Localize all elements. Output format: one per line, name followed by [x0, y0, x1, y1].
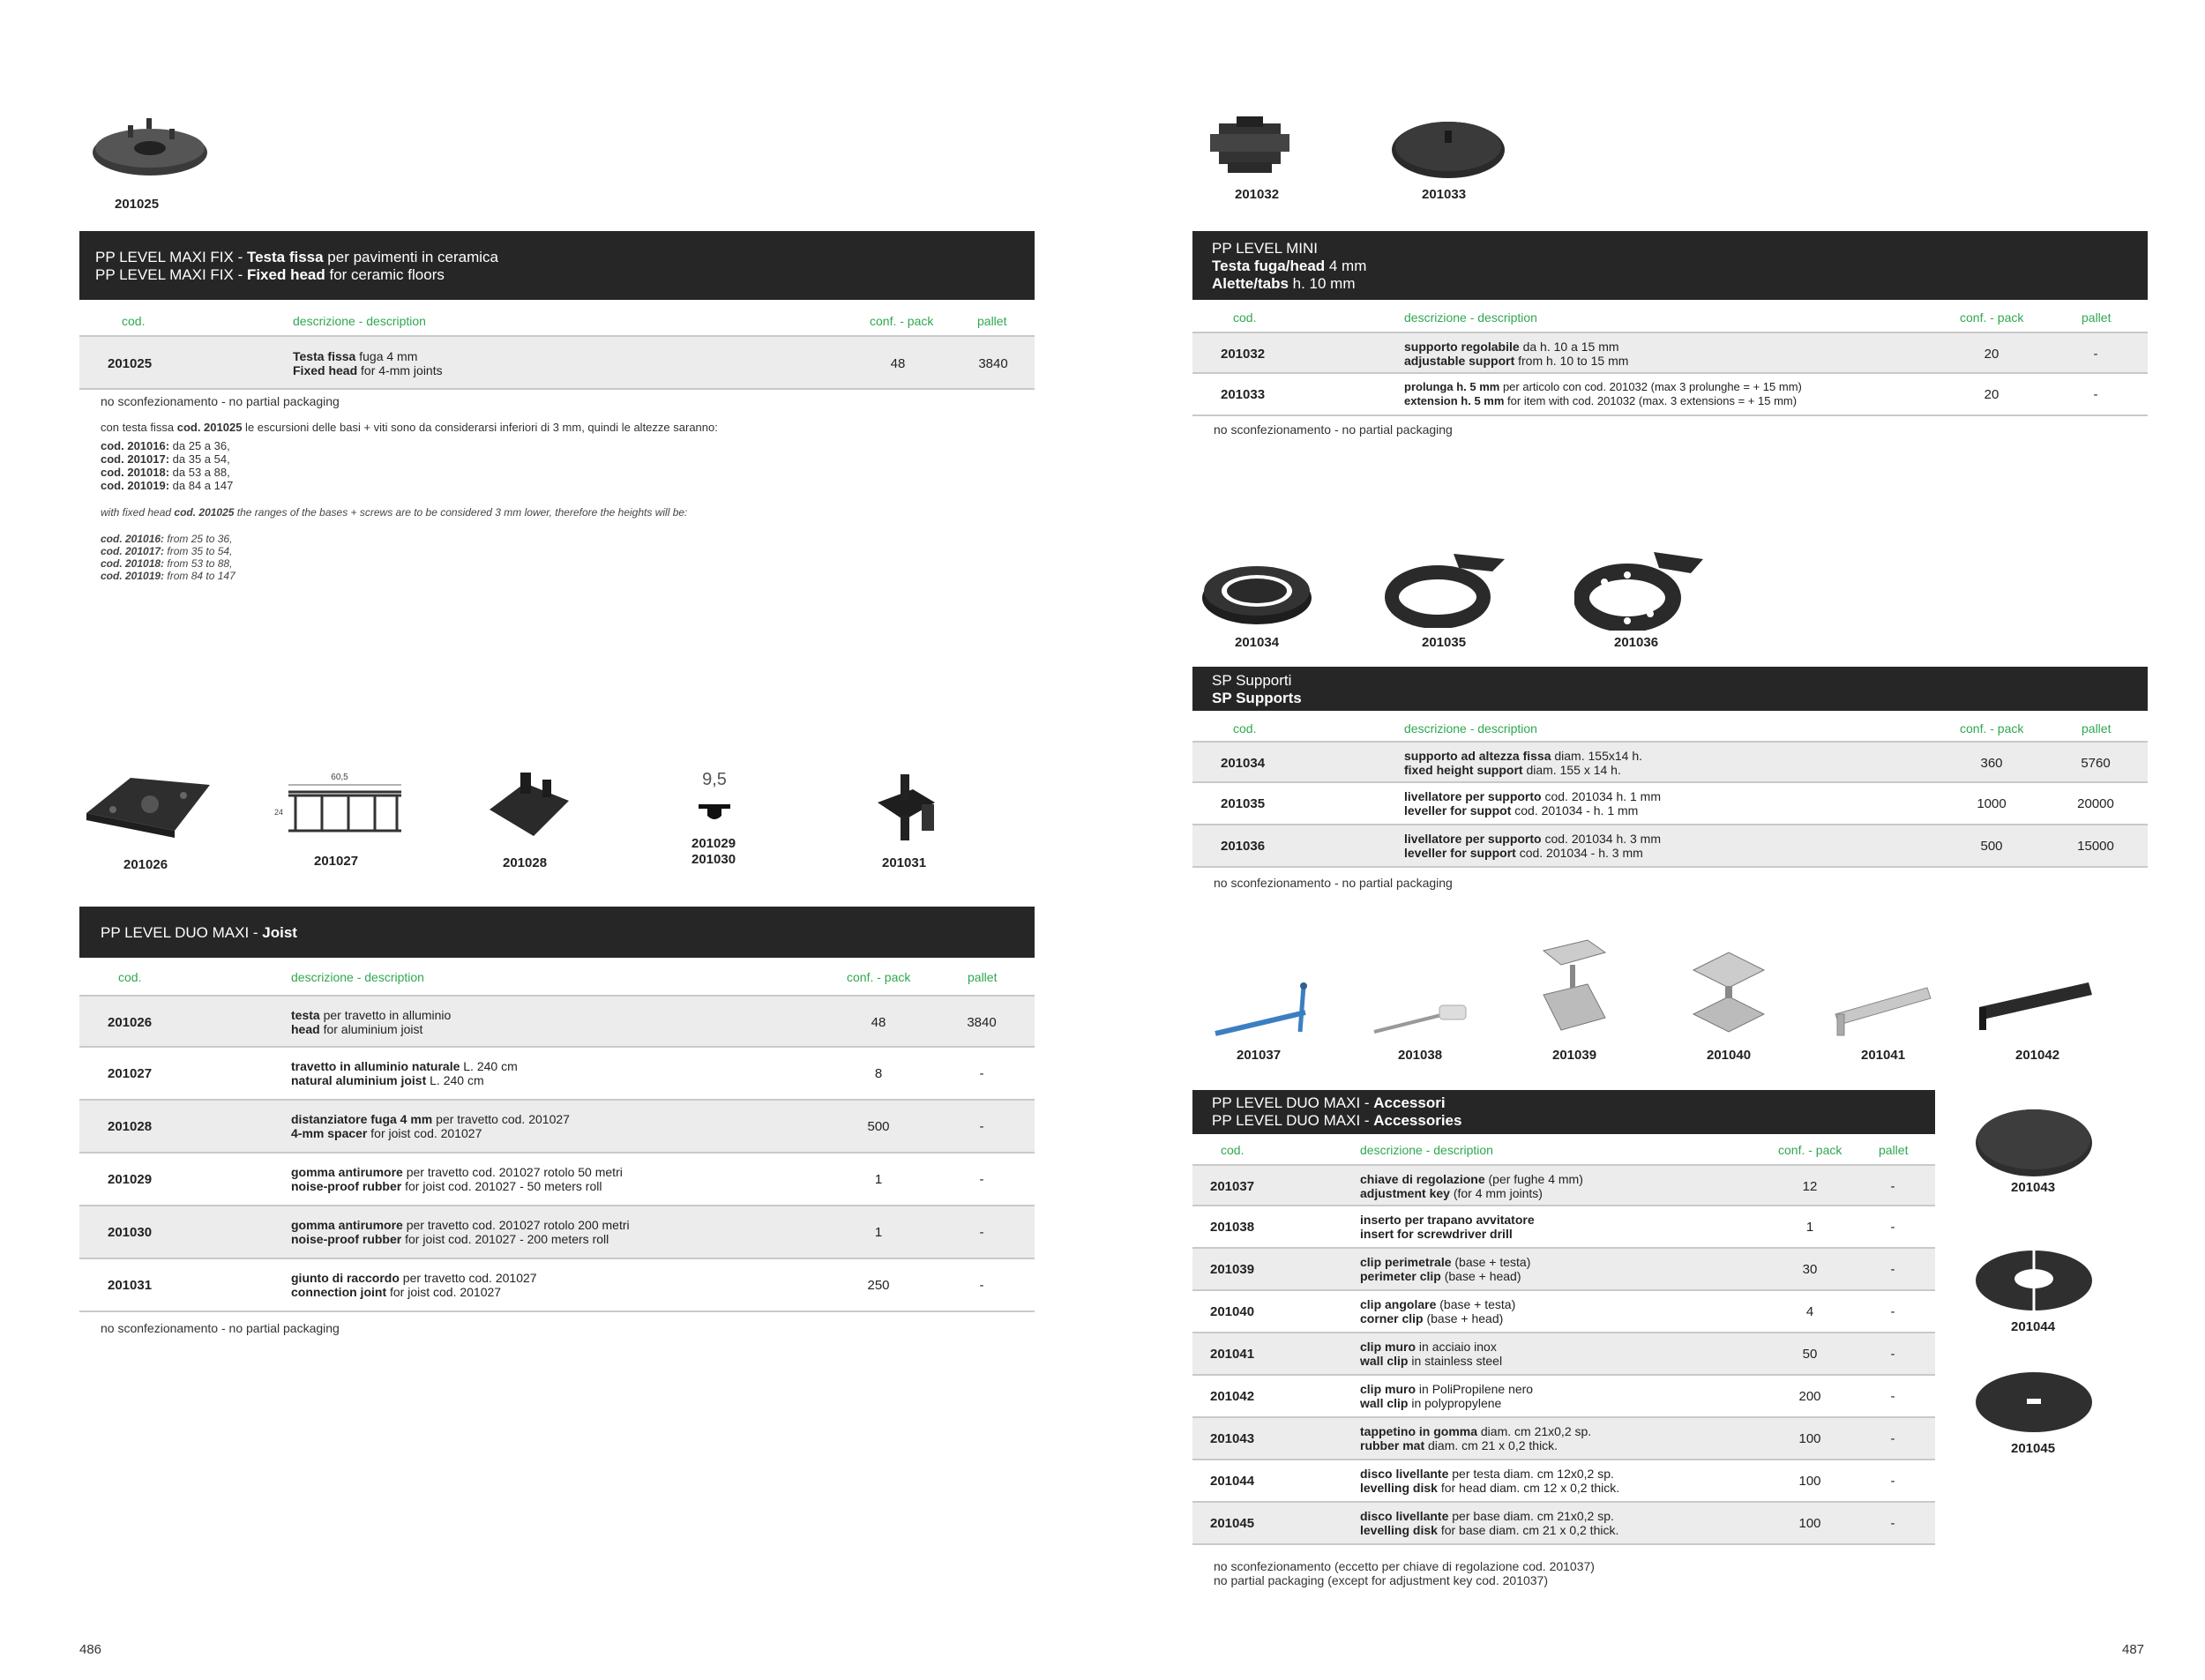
table-row: 201030 gomma antirumore per travetto cod. 201027 rotolo 200 metri noise-proof rubber for joist cod. 201027 - 200 meters roll 1 -: [79, 1206, 1035, 1259]
image-caption-201033: 201033: [1422, 187, 1467, 202]
image-caption-201031: 201031: [882, 855, 927, 870]
profile-width-label: 60,5: [331, 773, 348, 782]
image-caption-201030: 201030: [691, 852, 736, 867]
image-caption-201045: 201045: [2011, 1441, 2056, 1456]
joist-head-image: [78, 769, 219, 840]
table-row: 201032 supporto regolabile da h. 10 a 15 mm adjustable support from h. 10 to 15 mm 20 -: [1192, 332, 2148, 374]
image-caption-201036: 201036: [1614, 635, 1659, 650]
wall-clip-steel-image: [1830, 979, 1936, 1041]
table-row: 201044 disco livellante per testa diam. cm 12x0,2 sp. levelling disk for head diam. cm 12 x 0,2 thick. 100 -: [1192, 1460, 1935, 1503]
page-number-right: 487: [2122, 1642, 2145, 1657]
table-row: 201039 clip perimetrale (base + testa) perimeter clip (base + head) 30 -: [1192, 1249, 1935, 1291]
mini-support-image: [1201, 113, 1298, 183]
image-caption-201042: 201042: [2015, 1048, 2060, 1063]
table-row: 201026 testa per travetto in alluminio head for aluminium joist 48 3840: [79, 995, 1035, 1048]
table-row: 201041 clip muro in acciaio inox wall clip in stainless steel 50 -: [1192, 1333, 1935, 1376]
base-disk-image: [1972, 1367, 2096, 1437]
image-caption-201027: 201027: [314, 854, 359, 869]
duo-maxi-joist-banner: PP LEVEL DUO MAXI - Joist: [79, 907, 1035, 958]
maxi-fix-en-intro: with fixed head cod. 201025 the ranges of the bases + screws are to be considered 3 mm lower, therefore the heights will be:: [101, 506, 688, 519]
joist-profile-image: [269, 769, 410, 840]
maxi-fix-note: no sconfezionamento - no partial packaging: [101, 394, 340, 408]
image-caption-201039: 201039: [1552, 1048, 1597, 1063]
maxi-fix-it-intro: con testa fissa cod. 201025 le escursioni delle basi + viti sono da considerarsi inferiori di 3 mm, quindi le altezze saranno:: [101, 421, 718, 434]
drill-insert-image: [1365, 997, 1471, 1041]
table-row: 201038 inserto per trapano avvitatore insert for screwdriver drill 1 -: [1192, 1206, 1935, 1249]
profile-height-label: 24: [274, 808, 284, 817]
supports-table-header: cod. descrizione - description conf. - pack pallet: [1233, 721, 2112, 735]
table-row: 201043 tappetino in gomma diam. cm 21x0,2 sp. rubber mat diam. cm 21 x 0,2 thick. 100 -: [1192, 1418, 1935, 1460]
image-caption-201037: 201037: [1237, 1048, 1282, 1063]
image-caption-201032: 201032: [1235, 187, 1280, 202]
rubber-profile-image: [688, 769, 741, 831]
table-row: 201045 disco livellante per base diam. cm 21x0,2 sp. levelling disk for base diam. cm 21 x 0,2 thick. 100 -: [1192, 1503, 1935, 1545]
accessories-note: no sconfezionamento (eccetto per chiave di regolazione cod. 201037) no partial packaging (except for adjustment key cod. 201037): [1214, 1559, 1595, 1587]
duo-maxi-note: no sconfezionamento - no partial packaging: [101, 1321, 340, 1335]
table-row: 201034 supporto ad altezza fissa diam. 155x14 h. fixed height support diam. 155 x 14 h. 360 5760: [1192, 741, 2148, 783]
leveller-1mm-image: [1385, 549, 1508, 628]
accessories-table-header: cod. descrizione - description conf. - pack pallet: [1221, 1143, 1909, 1157]
duo-maxi-table-header: cod. descrizione - description conf. - pack pallet: [118, 970, 998, 984]
image-caption-201043: 201043: [2011, 1180, 2056, 1195]
maxi-fix-table-header: cod. descrizione - description conf. - pack pallet: [122, 314, 1007, 328]
maxi-fix-en-list: cod. 201016: from 25 to 36, cod. 201017: from 35 to 54, cod. 201018: from 53 to 88, cod. 201019: from 84 to 147: [101, 533, 235, 582]
image-caption-201044: 201044: [2011, 1319, 2056, 1334]
mini-note: no sconfezionamento - no partial packaging: [1214, 422, 1453, 437]
image-caption-201029: 201029: [691, 836, 736, 851]
image-caption-201035: 201035: [1422, 635, 1467, 650]
supports-banner: SP Supporti SP Supports: [1192, 667, 2148, 711]
table-row: 201031 giunto di raccordo per travetto cod. 201027 connection joint for joist cod. 201027 250 -: [79, 1259, 1035, 1312]
image-caption-201038: 201038: [1398, 1048, 1443, 1063]
table-row: 201027 travetto in alluminio naturale L. 240 cm natural aluminium joist L. 240 cm 8 -: [79, 1048, 1035, 1101]
corner-clip-image: [1685, 944, 1773, 1041]
maxi-fix-banner: PP LEVEL MAXI FIX - Testa fissa per pavimenti in ceramica PP LEVEL MAXI FIX - Fixed head for ceramic floors: [79, 231, 1035, 300]
table-row: 201036 livellatore per supporto cod. 201034 h. 3 mm leveller for support cod. 201034 - h. 3 mm 500 15000: [1192, 825, 2148, 868]
table-row: 201025 Testa fissa fuga 4 mm Fixed head for 4-mm joints 48 3840: [79, 335, 1035, 390]
perimeter-clip-image: [1535, 933, 1614, 1039]
wall-clip-pp-image: [1974, 975, 2097, 1037]
table-row: 201042 clip muro in PoliPropilene nero wall clip in polypropylene 200 -: [1192, 1376, 1935, 1418]
head-disk-image: [1972, 1245, 2096, 1316]
image-caption-201028: 201028: [503, 855, 548, 870]
image-caption-201026: 201026: [123, 857, 168, 872]
table-row: 201040 clip angolare (base + testa) corner clip (base + head) 4 -: [1192, 1291, 1935, 1333]
supports-note: no sconfezionamento - no partial packaging: [1214, 876, 1453, 890]
table-row: 201033 prolunga h. 5 mm per articolo con cod. 201032 (max 3 prolunghe = + 15 mm) extension h. 5 mm for item with cod. 201032 (max. 3 extensions = + 15 mm) 20 -: [1192, 374, 2148, 416]
table-row: 201028 distanziatore fuga 4 mm per travetto cod. 201027 4-mm spacer for joist cod. 201027 500 -: [79, 1101, 1035, 1154]
maxi-fix-head-image: [88, 113, 212, 192]
fixed-support-image: [1200, 554, 1314, 629]
accessories-banner: PP LEVEL DUO MAXI - Accessori PP LEVEL DUO MAXI - Accessories: [1192, 1090, 1935, 1134]
mini-banner: PP LEVEL MINI Testa fuga/head 4 mm Alette/tabs h. 10 mm: [1192, 231, 2148, 300]
rubber-dim-label: 9,5: [702, 770, 727, 789]
page-number-left: 486: [79, 1642, 102, 1657]
table-row: 201037 chiave di regolazione (per fughe 4 mm) adjustment key (for 4 mm joints) 12 -: [1192, 1164, 1935, 1206]
spacer-image: [481, 765, 578, 845]
maxi-fix-it-list: cod. 201016: da 25 a 36, cod. 201017: da 35 a 54, cod. 201018: da 53 a 88, cod. 201019: da 84 a 147: [101, 439, 234, 492]
image-caption-201041: 201041: [1861, 1048, 1906, 1063]
image-caption-201034: 201034: [1235, 635, 1280, 650]
rubber-mat-image: [1972, 1104, 2096, 1179]
adjustment-key-image: [1208, 979, 1314, 1041]
mini-extension-image: [1387, 115, 1510, 185]
table-row: 201035 livellatore per supporto cod. 201034 h. 1 mm leveller for suppot cod. 201034 - h. 1 mm 1000 20000: [1192, 783, 2148, 825]
mini-table-header: cod. descrizione - description conf. - pack pallet: [1233, 310, 2112, 325]
table-row: 201029 gomma antirumore per travetto cod. 201027 rotolo 50 metri noise-proof rubber for joist cod. 201027 - 50 meters roll 1 -: [79, 1154, 1035, 1206]
leveller-3mm-image: [1574, 547, 1707, 631]
connection-joint-image: [869, 767, 948, 847]
image-caption-201040: 201040: [1707, 1048, 1752, 1063]
image-caption-201025: 201025: [115, 197, 160, 212]
